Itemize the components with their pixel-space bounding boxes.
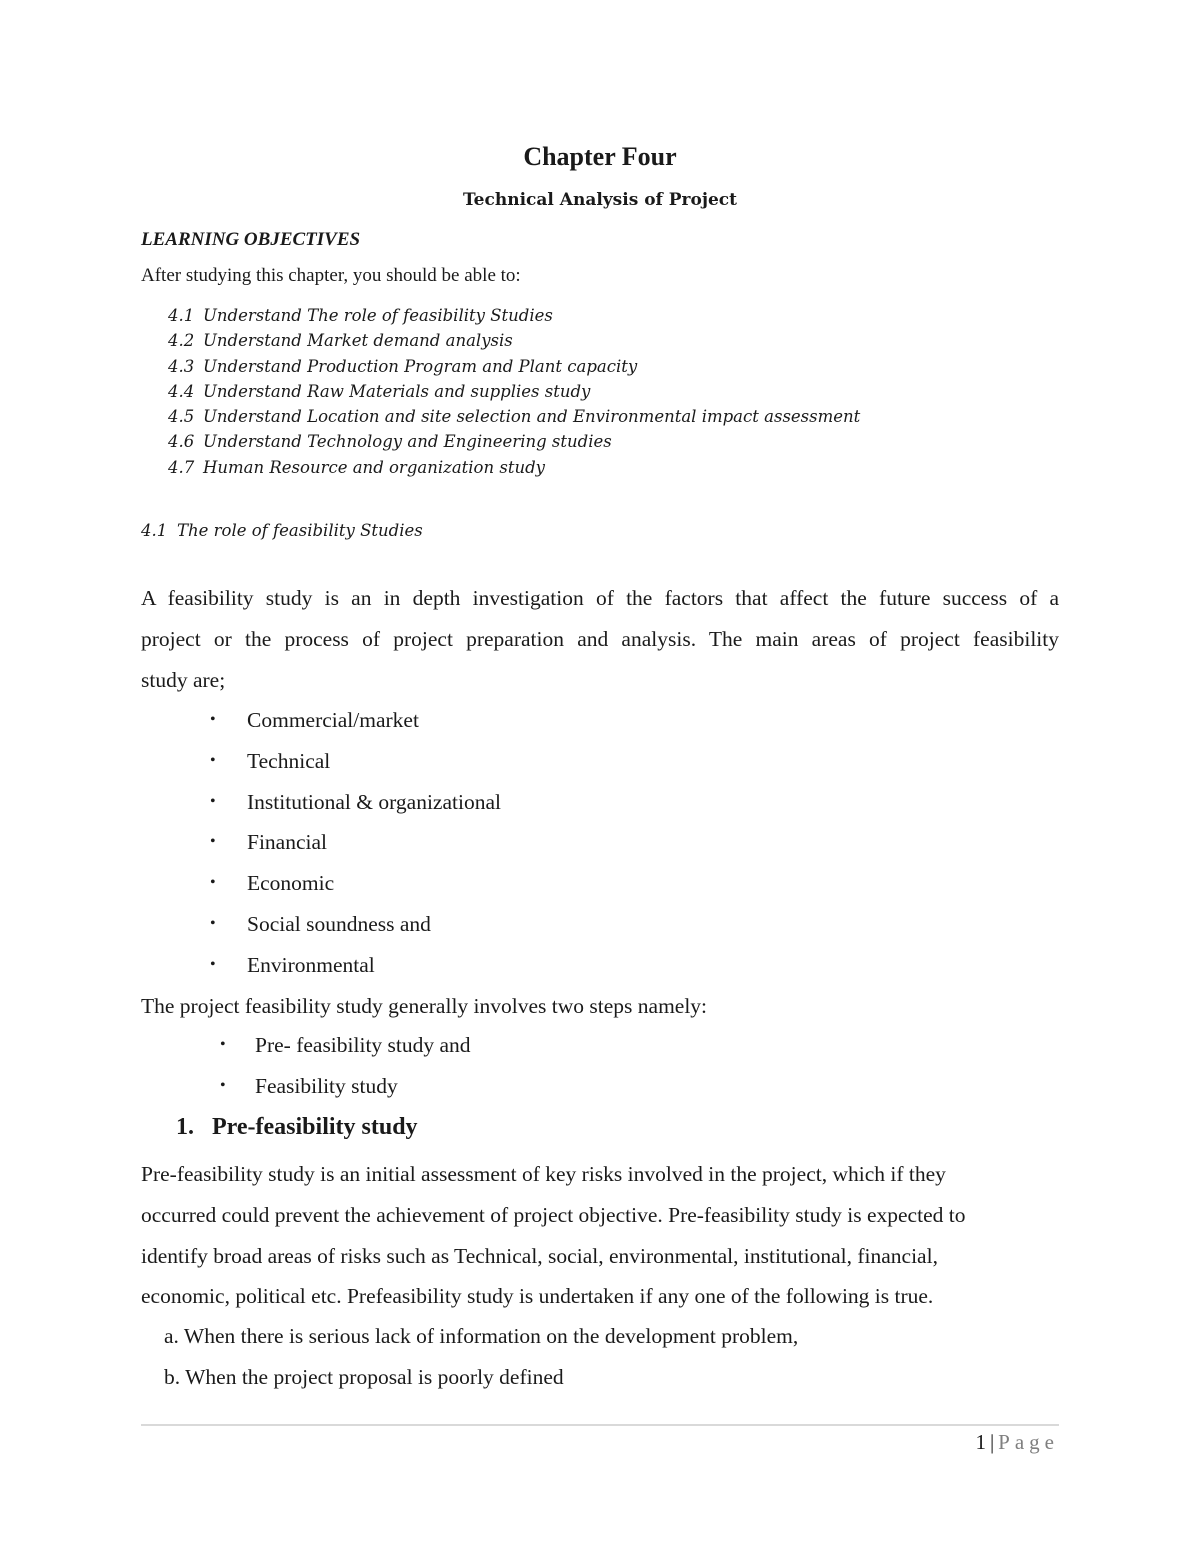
objective-number: 4.4 xyxy=(168,381,195,401)
objective-item xyxy=(168,379,860,404)
steps-intro-paragraph xyxy=(141,986,1059,1027)
bullet-icon: • xyxy=(220,1036,226,1053)
prefeasibility-paragraph xyxy=(141,1154,1059,1317)
bullet-icon: • xyxy=(210,711,216,728)
list-item-text: Commercial/market xyxy=(247,708,419,732)
paragraph-line: identify broad areas of risks such as Technical, social, environmental, institutional, financial, xyxy=(141,1243,938,1268)
objective-text: Understand Location and site selection and Environmental impact assessment xyxy=(203,407,861,427)
bullet-icon: • xyxy=(210,833,216,851)
page-footer xyxy=(975,1430,1059,1455)
section-number: 4.1 xyxy=(141,521,168,540)
list-item-text: Technical xyxy=(247,748,331,773)
list-item-text: Institutional & organizational xyxy=(247,789,501,814)
list-item: a. When there is serious lack of information on the development problem, xyxy=(164,1324,799,1348)
heading-title: Pre-feasibility study xyxy=(212,1114,418,1140)
bullet-icon: • xyxy=(220,1076,226,1094)
bullet-icon: • xyxy=(210,874,216,892)
objective-number: 4.6 xyxy=(168,432,195,452)
objective-item xyxy=(168,404,860,429)
objective-item xyxy=(168,303,860,328)
list-item-text: Feasibility study xyxy=(255,1073,398,1098)
objective-number: 4.1 xyxy=(168,306,195,325)
objective-text: Understand Technology and Engineering studies xyxy=(203,432,612,452)
objective-item xyxy=(168,429,860,454)
footer-divider xyxy=(141,1424,1059,1426)
bullet-icon: • xyxy=(210,792,216,810)
objective-number: 4.2 xyxy=(168,331,195,351)
footer-separator: | xyxy=(989,1430,995,1454)
bullet-icon: • xyxy=(210,751,216,769)
objective-number: 4.3 xyxy=(168,356,195,376)
prefeasibility-conditions-list xyxy=(164,1316,798,1398)
heading-number: 1. xyxy=(176,1114,194,1140)
page-label: Page xyxy=(998,1430,1059,1454)
paragraph-line: economic, political etc. Prefeasibility study is undertaken if any one of the following is true. xyxy=(141,1284,934,1309)
section-heading xyxy=(141,521,423,540)
objective-text: Understand Market demand analysis xyxy=(203,331,513,351)
chapter-title: Chapter Four xyxy=(523,142,677,171)
list-item-text: Economic xyxy=(247,871,335,896)
objective-item xyxy=(168,455,860,480)
paragraph-line: project or the process of project preparation and analysis. The main areas of project feasibility xyxy=(141,626,1059,651)
list-item-text: Social soundness and xyxy=(247,911,431,936)
objective-text: Understand Production Program and Plant capacity xyxy=(203,356,638,376)
learning-objectives-list xyxy=(168,303,860,480)
section-title: The role of feasibility Studies xyxy=(177,521,423,540)
paragraph-line: A feasibility study is an in depth investigation of the factors that affect the future success of a xyxy=(141,586,1059,610)
paragraph-line: occurred could prevent the achievement of project objective. Pre-feasibility study is expected to xyxy=(141,1202,966,1227)
learning-objectives-intro: After studying this chapter, you should be able to: xyxy=(141,265,521,286)
objective-item xyxy=(168,354,860,379)
objective-text: Understand Raw Materials and supplies study xyxy=(203,381,591,401)
objective-text: Understand The role of feasibility Studies xyxy=(203,306,553,325)
learning-objectives-heading: LEARNING OBJECTIVES xyxy=(141,229,361,250)
list-item-text: Financial xyxy=(247,830,328,855)
list-item-text: Environmental xyxy=(247,952,375,977)
objective-text: Human Resource and organization study xyxy=(203,457,545,477)
objective-number: 4.7 xyxy=(168,457,195,477)
chapter-subtitle: Technical Analysis of Project xyxy=(462,190,738,210)
list-item-text: Pre- feasibility study and xyxy=(255,1033,471,1057)
list-item: b. When the project proposal is poorly defined xyxy=(164,1364,564,1389)
paragraph-line: The project feasibility study generally involves two steps namely: xyxy=(141,994,708,1018)
bullet-icon: • xyxy=(210,914,216,932)
paragraph-line: Pre-feasibility study is an initial assessment of key risks involved in the project, which if they xyxy=(141,1162,946,1186)
paragraph-line: study are; xyxy=(141,667,226,692)
page-number: 1 xyxy=(975,1430,986,1454)
feasibility-definition-paragraph xyxy=(141,578,1059,700)
objective-number: 4.5 xyxy=(168,407,195,427)
objective-item xyxy=(168,328,860,353)
prefeasibility-heading xyxy=(176,1114,418,1141)
bullet-icon: • xyxy=(210,955,216,973)
